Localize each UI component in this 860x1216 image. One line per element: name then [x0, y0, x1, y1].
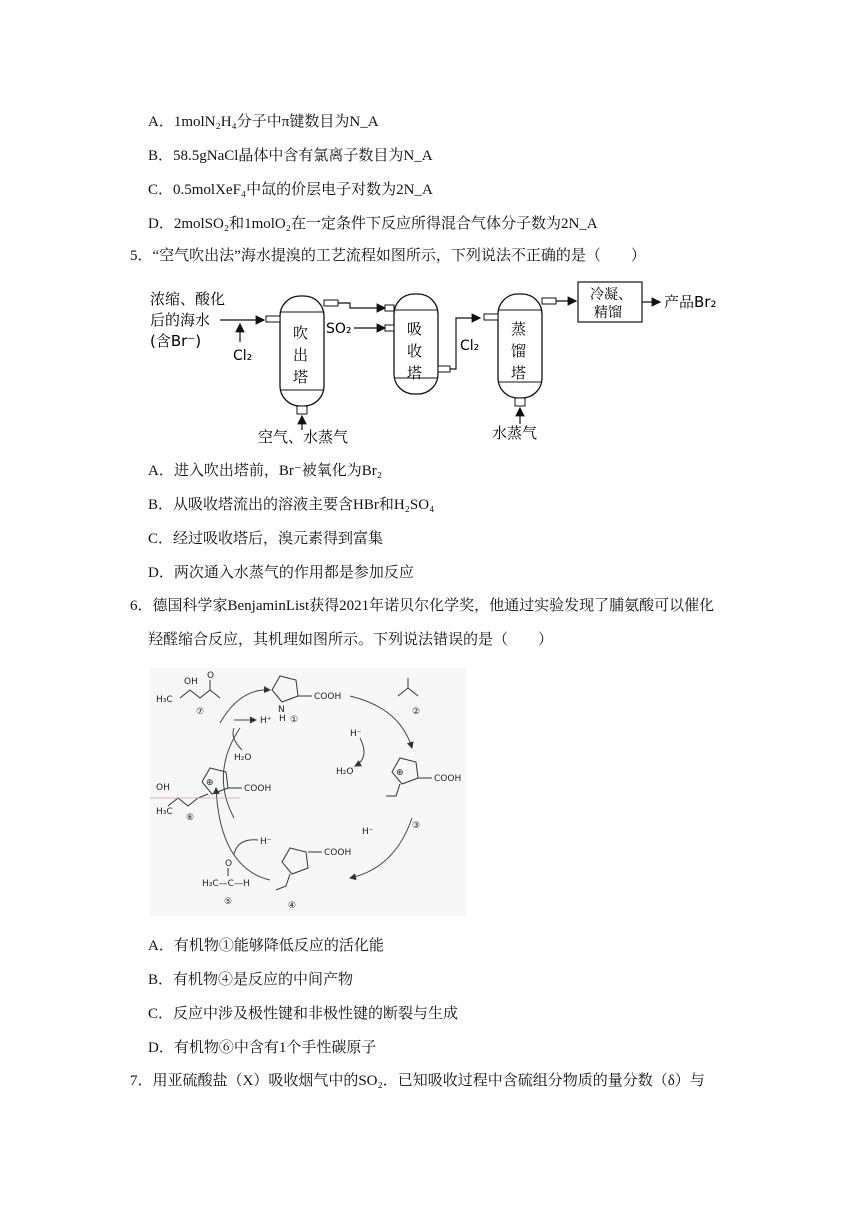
- tower2-char-3: 塔: [407, 364, 423, 382]
- q4-option-b: B．58.5gNaCl晶体中含有氯离子数目为N_A: [148, 148, 433, 164]
- q6-option-a: A．有机物①能够降低反应的活化能: [148, 938, 384, 954]
- c1-label: ①: [290, 715, 299, 725]
- c5-label: ⑤: [224, 897, 233, 907]
- condense-label-2: 精馏: [594, 305, 622, 321]
- cl2-label-b: Cl₂: [460, 338, 480, 354]
- c4-label: ④: [288, 901, 297, 911]
- air-steam-label: 空气、水蒸气: [258, 428, 349, 446]
- tower2-char-1: 吸: [407, 320, 423, 338]
- proline-mechanism-diagram: [150, 668, 466, 916]
- c2-label: ②: [412, 707, 421, 717]
- feed-label-3: (含Br⁻): [150, 332, 202, 350]
- h-minus-3: H⁻: [260, 837, 272, 847]
- q5-option-d: D．两次通入水蒸气的作用都是参加反应: [148, 565, 414, 581]
- q7-stem: 7．用亚硫酸盐（X）吸收烟气中的SO₂．已知吸收过程中含硫组分物质的量分数（δ）与: [130, 1073, 705, 1089]
- c5-formula: H₃C—C—H: [202, 879, 250, 889]
- bromine-flow-diagram: [150, 280, 730, 450]
- tower3-char-1: 蒸: [511, 320, 527, 338]
- c3-label: ③: [412, 821, 421, 831]
- tower2-char-2: 收: [407, 342, 423, 360]
- feed-label-2: 后的海水: [150, 311, 211, 329]
- q5-option-a: A．进入吹出塔前，Br⁻被氧化为Br₂: [148, 463, 382, 479]
- tower1-char-1: 吹: [293, 324, 309, 342]
- tower1-char-2: 出: [293, 346, 309, 364]
- c7-label: ⑦: [196, 707, 205, 717]
- h2o-2: H₂O: [234, 753, 252, 763]
- steam-label: 水蒸气: [492, 424, 538, 442]
- c3-plus: ⊕: [396, 768, 404, 778]
- c6-ch3: H₃C: [156, 807, 173, 817]
- c5-o: O: [225, 859, 233, 869]
- c7-o: O: [207, 671, 215, 681]
- so2-label: SO₂: [326, 321, 352, 337]
- q6-option-d: D．有机物⑥中含有1个手性碳原子: [148, 1040, 377, 1056]
- h-minus-2: H⁻: [362, 827, 374, 837]
- c1-cooh: COOH: [314, 692, 342, 702]
- h-plus-1: H⁺: [260, 716, 272, 726]
- q6-stem-line2: 羟醛缩合反应，其机理如图所示。下列说法错误的是（ ）: [148, 632, 554, 648]
- c6-label: ⑥: [186, 813, 195, 823]
- c6-plus: ⊕: [206, 778, 214, 788]
- h2o-1: H₂O: [336, 767, 354, 777]
- q4-option-a: A．1molN₂H₄分子中π键数目为N_A: [148, 114, 379, 130]
- q6-stem-line1: 6．德国科学家BenjaminList获得2021年诺贝尔化学奖，他通过实验发现了脯氨酸可以催化: [130, 598, 715, 614]
- product-label: 产品Br₂: [664, 293, 717, 311]
- q5-option-c: C．经过吸收塔后，溴元素得到富集: [148, 531, 384, 547]
- q5-stem: 5．“空气吹出法”海水提溴的工艺流程如图所示，下列说法不正确的是（ ）: [130, 248, 646, 264]
- tower1-char-3: 塔: [293, 368, 309, 386]
- c4-cooh: COOH: [324, 848, 352, 858]
- condense-label-1: 冷凝、: [590, 287, 632, 303]
- feed-label-1: 浓缩、酸化: [150, 290, 226, 308]
- c1-h: H: [279, 714, 286, 724]
- c6-cooh: COOH: [244, 784, 272, 794]
- q4-option-c: C．0.5molXeF₄中氙的价层电子对数为2N_A: [148, 182, 433, 198]
- tower3-char-3: 塔: [511, 364, 527, 382]
- q6-option-c: C．反应中涉及极性键和非极性键的断裂与生成: [148, 1006, 459, 1022]
- c6-oh: OH: [156, 783, 170, 793]
- q5-option-b: B．从吸收塔流出的溶液主要含HBr和H₂SO₄: [148, 497, 435, 513]
- q6-option-b: B．有机物④是反应的中间产物: [148, 972, 354, 988]
- cl2-label-a: Cl₂: [233, 348, 253, 364]
- c7-ch3: H₃C: [156, 695, 173, 705]
- c3-cooh: COOH: [434, 774, 462, 784]
- h-minus-1: H⁻: [350, 729, 362, 739]
- c7-oh: OH: [184, 677, 198, 687]
- tower3-char-2: 馏: [511, 342, 527, 360]
- q4-option-d: D．2molSO₂和1molO₂在一定条件下反应所得混合气体分子数为2N_A: [148, 216, 598, 232]
- c1-nh: N: [278, 705, 285, 715]
